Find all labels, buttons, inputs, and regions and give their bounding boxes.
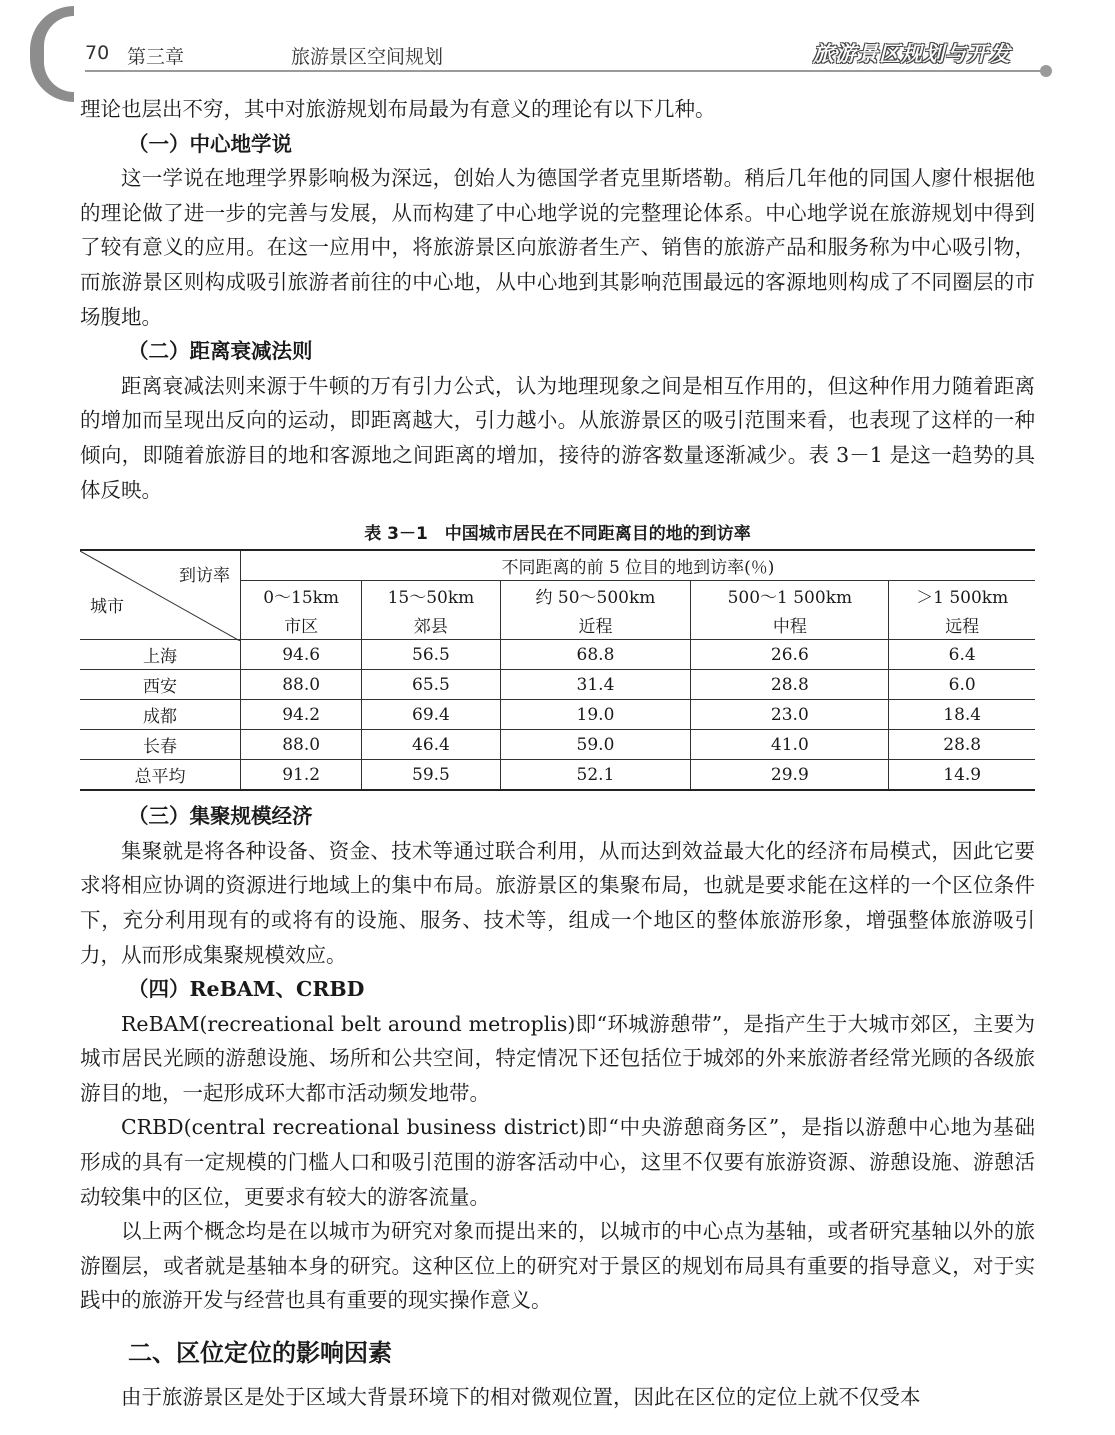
section-label: 旅游景区空间规划 [291,46,444,68]
value-cell: 29.9 [691,760,889,791]
page-body [80,92,1035,1415]
value-cell: 6.0 [889,670,1035,700]
value-cell: 46.4 [362,730,500,760]
value-cell: 88.0 [241,670,362,700]
paragraph-rebam: ReBAM(recreational belt around metroplis)即“环城游憩带”，是指产生于大城市郊区，主要为城市居民光顾的游憩设施、场所和公共空间，特定情况下还包括位于城郊的外来旅游者经常光顾的各级旅游目的地，一起形成环大都市活动频发地带。 [80,1011,1035,1105]
column-label: 郊县 [362,610,500,640]
city-cell: 上海 [80,640,241,670]
value-cell: 28.8 [691,670,889,700]
city-cell: 西安 [80,670,241,700]
table-corner-cell [80,550,241,640]
column-range: 500～1 500km [691,581,889,611]
column-range: ＞1 500km [889,581,1035,611]
group-header: 不同距离的前 5 位目的地到访率(％) [241,550,1036,581]
corner-top-label: 到访率 [179,566,230,587]
value-cell: 69.4 [362,700,500,730]
corner-bottom-label: 城市 [90,597,124,618]
table-row [80,640,1035,670]
column-label: 远程 [889,610,1035,640]
heading-agglomeration: （三）集聚规模经济 [128,804,313,829]
value-cell: 26.6 [691,640,889,670]
column-label: 中程 [691,610,889,640]
value-cell: 88.0 [241,730,362,760]
paragraph-agglomeration: 集聚就是将各种设备、资金、技术等通过联合利用，从而达到效益最大化的经济布局模式，因此它要求将相应协调的资源进行地域上的集中布局。旅游景区的集聚布局，也就是要求能在这样的一个区位条件下，充分利用现有的或将有的设施、服务、技术等，组成一个地区的整体旅游形象，增强整体旅游吸引力，从而形成集聚规模效应。 [80,838,1035,967]
value-cell: 59.0 [500,730,691,760]
value-cell: 18.4 [889,700,1035,730]
table-row [80,730,1035,760]
section-heading-location-factors: 二、区位定位的影响因素 [128,1339,392,1368]
book-title: 旅游景区规划与开发 [813,42,1011,66]
column-range: 0～15km [241,581,362,611]
visit-rate-table [80,549,1035,791]
paragraph-concepts-summary: 以上两个概念均是在以城市为研究对象而提出来的，以城市的中心点为基轴，或者研究基轴以外的旅游圈层，或者就是基轴本身的研究。这种区位上的研究对于景区的规划布局具有重要的指导意义，对于实践中的旅游开发与经营也具有重要的现实操作意义。 [80,1219,1035,1313]
value-cell: 94.2 [241,700,362,730]
heading-central-place: （一）中心地学说 [128,131,292,156]
paragraph-distance-decay: 距离衰减法则来源于牛顿的万有引力公式，认为地理现象之间是相互作用的，但这种作用力随着距离的增加而呈现出反向的运动，即距离越大，引力越小。从旅游景区的吸引范围来看，也表现了这样的一种倾向，即随着旅游目的地和客源地之间距离的增加，接待的游客数量逐渐减少。表 3－1 是这一趋势的具体反映。 [80,373,1035,502]
value-cell: 23.0 [691,700,889,730]
value-cell: 56.5 [362,640,500,670]
value-cell: 65.5 [362,670,500,700]
city-cell: 成都 [80,700,241,730]
value-cell: 59.5 [362,760,500,791]
page-tab-decoration [30,6,74,102]
value-cell: 28.8 [889,730,1035,760]
city-cell: 长春 [80,730,241,760]
page-number: 70 [85,42,110,64]
value-cell: 14.9 [889,760,1035,791]
column-label: 市区 [241,610,362,640]
city-cell: 总平均 [80,760,241,791]
header-rule-dot [1040,65,1052,77]
value-cell: 19.0 [500,700,691,730]
table-row [80,670,1035,700]
value-cell: 31.4 [500,670,691,700]
value-cell: 91.2 [241,760,362,791]
value-cell: 6.4 [889,640,1035,670]
value-cell: 68.8 [500,640,691,670]
chapter-label: 第三章 [127,46,185,68]
column-range: 15～50km [362,581,500,611]
value-cell: 41.0 [691,730,889,760]
value-cell: 52.1 [500,760,691,791]
heading-distance-decay: （二）距离衰减法则 [128,339,313,364]
value-cell: 94.6 [241,640,362,670]
paragraph-central-place: 这一学说在地理学界影响极为深远，创始人为德国学者克里斯塔勒。稍后几年他的同国人廖什根据他的理论做了进一步的完善与发展，从而构建了中心地学说的完整理论体系。中心地学说在旅游规划中得到了较有意义的应用。在这一应用中，将旅游景区向旅游者生产、销售的旅游产品和服务称为中心吸引物，而旅游景区则构成吸引旅游者前往的中心地，从中心地到其影响范围最远的客源地则构成了不同圈层的市场腹地。 [80,166,1035,329]
paragraph-final: 由于旅游景区是处于区域大背景环境下的相对微观位置，因此在区位的定位上就不仅受本 [121,1385,921,1410]
heading-rebam-crbd: （四）ReBAM、CRBD [128,977,365,1002]
table-row [80,760,1035,791]
after-table-block [80,799,1035,1415]
running-header [85,38,1045,68]
column-label: 近程 [500,610,691,640]
header-rule [85,70,1040,72]
table-caption: 表 3－1 中国城市居民在不同距离目的地的到访率 [364,524,751,545]
paragraph-crbd: CRBD(central recreational business district)即“中央游憩商务区”，是指以游憩中心地为基础形成的具有一定规模的门槛人口和吸引范围的游客活动中心，这里不仅要有旅游资源、游憩设施、游憩活动较集中的区位，更要求有较大的游客流量。 [80,1115,1035,1209]
column-range: 约 50～500km [500,581,691,611]
intro-paragraph: 理论也层出不穷，其中对旅游规划布局最为有意义的理论有以下几种。 [80,97,716,121]
table-row [80,700,1035,730]
